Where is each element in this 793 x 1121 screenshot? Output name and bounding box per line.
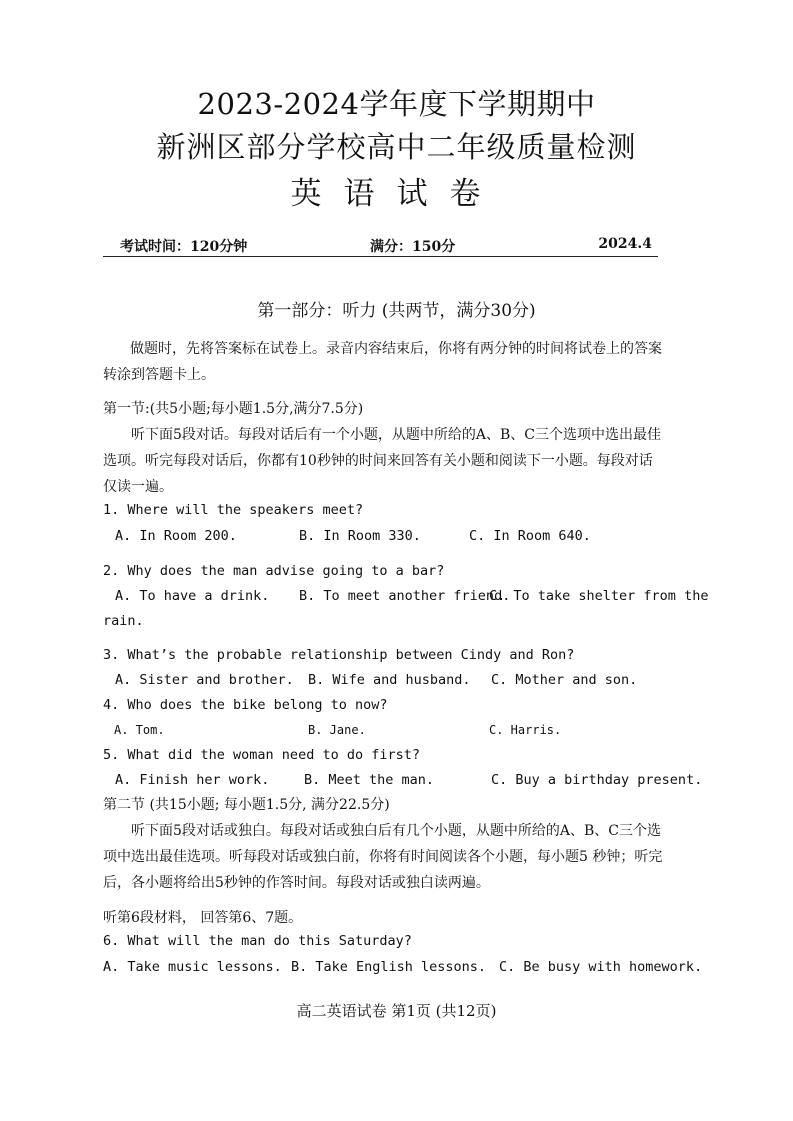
exam-time: 考试时间：120分钟 bbox=[120, 239, 248, 255]
q5-option-b: B. Meet the man. bbox=[304, 772, 435, 788]
q1-option-c: C. In Room 640. bbox=[469, 528, 591, 544]
page-footer: 高二英语试卷 第1页 (共12页) bbox=[296, 1002, 497, 1020]
material-6-instruction: 听第6段材料， 回答第6、7题。 bbox=[103, 910, 303, 926]
q3-option-b: B. Wife and husband. bbox=[308, 672, 471, 688]
q2-option-c-continued: rain. bbox=[103, 613, 144, 629]
exam-title-line1: 2023-2024学年度下学期期中 bbox=[197, 87, 596, 121]
exam-subject-title: 英语试卷 bbox=[290, 176, 503, 212]
q3-option-a: A. Sister and brother. bbox=[115, 672, 294, 688]
exam-info-line bbox=[103, 236, 658, 257]
q2-option-a: A. To have a drink. bbox=[115, 588, 270, 604]
section2-desc-line3: 后，各小题将给出5秒钟的作答时间。每段对话或独白读两遍。 bbox=[103, 875, 490, 891]
part1-heading: 第一部分：听力 (共两节，满分30分) bbox=[257, 301, 536, 321]
section1-desc-line1: 听下面5段对话。每段对话后有一个小题，从题中所给的A、B、C三个选项中选出最佳 bbox=[131, 427, 662, 443]
section1-desc-line2: 选项。听完每段对话后，你都有10秒钟的时间来回答有关小题和阅读下一小题。每段对话 bbox=[103, 453, 653, 469]
q6-option-a: A. Take music lessons. bbox=[103, 959, 282, 975]
full-score: 满分：150分 bbox=[370, 239, 456, 255]
section1-heading: 第一节:(共5小题;每小题1.5分,满分7.5分) bbox=[103, 401, 364, 417]
question-5: 5. What did the woman need to do first? bbox=[103, 747, 420, 763]
q4-option-c: C. Harris. bbox=[489, 723, 562, 737]
exam-date: 2024.4 bbox=[598, 236, 652, 252]
exam-title-line2: 新洲区部分学校高中二年级质量检测 bbox=[156, 130, 637, 164]
q4-option-a: A. Tom. bbox=[114, 723, 165, 737]
question-6: 6. What will the man do this Saturday? bbox=[103, 933, 412, 949]
section2-desc-line2: 项中选出最佳选项。听每段对话或独白前，你将有时间阅读各个小题，每小题5 秒钟；听完 bbox=[103, 849, 663, 865]
q6-option-b: B. Take English lessons. bbox=[291, 959, 487, 975]
q2-option-c: C. To take shelter from the bbox=[489, 588, 709, 604]
section2-desc-line1: 听下面5段对话或独白。每段对话或独白后有几个小题，从题中所给的A、B、C三个选 bbox=[131, 823, 662, 839]
section2-heading: 第二节 (共15小题; 每小题1.5分, 满分22.5分) bbox=[103, 797, 390, 813]
q2-option-b: B. To meet another friend. bbox=[299, 588, 511, 604]
q5-option-c: C. Buy a birthday present. bbox=[491, 772, 703, 788]
question-4: 4. Who does the bike belong to now? bbox=[103, 697, 388, 713]
question-1: 1. Where will the speakers meet? bbox=[103, 502, 364, 518]
q4-option-b: B. Jane. bbox=[308, 723, 366, 737]
part1-instructions-line1: 做题时，先将答案标在试卷上。录音内容结束后，你将有两分钟的时间将试卷上的答案 bbox=[130, 341, 662, 357]
q1-option-a: A. In Room 200. bbox=[115, 528, 237, 544]
q5-option-a: A. Finish her work. bbox=[115, 772, 270, 788]
section1-desc-line3: 仅读一遍。 bbox=[103, 479, 173, 495]
question-2: 2. Why does the man advise going to a bar? bbox=[103, 563, 445, 579]
q6-option-c: C. Be busy with homework. bbox=[499, 959, 703, 975]
q3-option-c: C. Mother and son. bbox=[491, 672, 638, 688]
question-3: 3. What’s the probable relationship between Cindy and Ron? bbox=[103, 647, 575, 663]
part1-instructions-line2: 转涂到答题卡上。 bbox=[103, 367, 215, 383]
q1-option-b: B. In Room 330. bbox=[299, 528, 421, 544]
